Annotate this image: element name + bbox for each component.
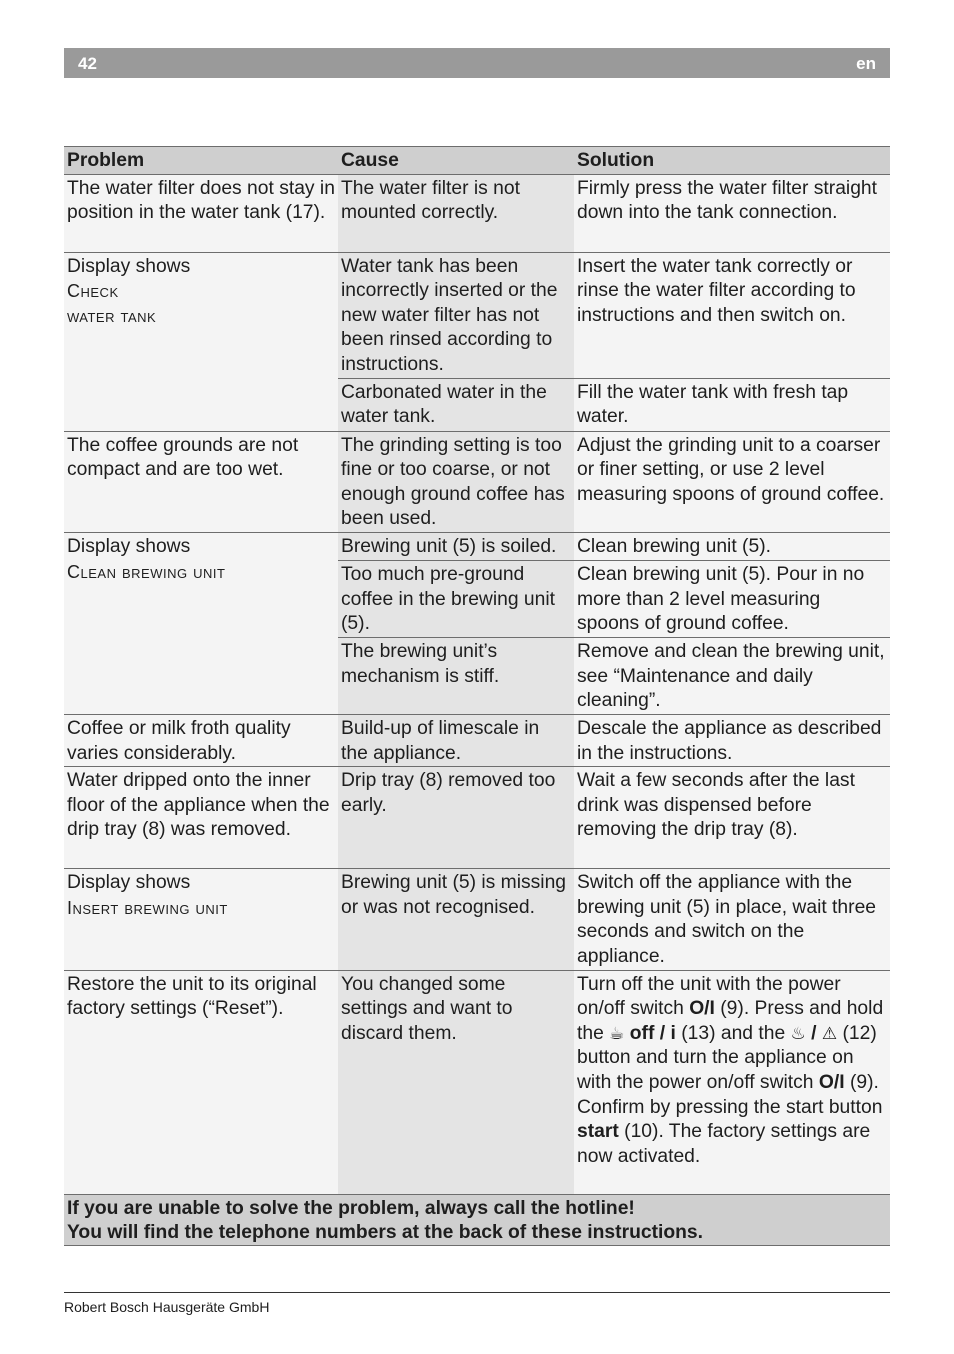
solution-text: (12) button and turn the appliance on with the power on/off switch: [577, 1022, 877, 1093]
footer-company: Robert Bosch Hausgeräte GmbH: [64, 1299, 270, 1315]
problem-intro: Display shows: [67, 535, 191, 557]
off-info-label: off / i: [629, 1022, 676, 1044]
hotline-notice: [64, 1194, 890, 1245]
warning-icon: ⚠: [821, 1023, 838, 1044]
problem-cell: Water dripped onto the inner floor of the appliance when the drip tray (8) was removed.: [64, 767, 338, 869]
problem-cell: The coffee grounds are not compact and are too wet.: [64, 431, 338, 532]
solution-cell: Remove and clean the brewing unit, see “Maintenance and daily cleaning”.: [574, 637, 890, 714]
problem-cell: The water filter does not stay in position in the water tank (17).: [64, 174, 338, 252]
display-message-line: Insert brewing unit: [67, 897, 228, 918]
solution-cell: Clean brewing unit (5). Pour in no more than 2 level measuring spoons of ground coffee.: [574, 560, 890, 637]
table-row: [64, 431, 890, 532]
display-message-line: Clean brewing unit: [67, 561, 226, 582]
coffee-cup-icon: ☕: [609, 1023, 625, 1044]
solution-cell: [574, 970, 890, 1194]
display-message-line: Check: [67, 281, 119, 302]
table-row: [64, 532, 890, 560]
cause-cell: Too much pre-ground coffee in the brewing unit (5).: [338, 560, 574, 637]
table-row: [64, 714, 890, 766]
cause-cell: Drip tray (8) removed too early.: [338, 767, 574, 869]
solution-cell: Clean brewing unit (5).: [574, 532, 890, 560]
table-row: [64, 970, 890, 1194]
cause-cell: Build-up of limescale in the appliance.: [338, 714, 574, 766]
table-row: [64, 174, 890, 252]
problem-cell: [64, 869, 338, 970]
problem-intro: Display shows: [67, 255, 191, 277]
table-header-row: [64, 147, 890, 175]
power-switch-label: O/I: [818, 1071, 845, 1093]
cause-cell: The brewing unit’s mechanism is stiff.: [338, 637, 574, 714]
cause-cell: You changed some settings and want to discard them.: [338, 970, 574, 1194]
problem-cell: [64, 532, 338, 714]
solution-text: (9). Press and hold the: [577, 998, 884, 1044]
solution-text: (10). The factory settings are now activated.: [577, 1121, 871, 1167]
hotline-line: If you are unable to solve the problem, always call the hotline!: [67, 1197, 635, 1219]
language-code: en: [856, 54, 876, 73]
problem-intro: Display shows: [67, 872, 191, 894]
hotline-line: You will find the telephone numbers at the back of these instructions.: [67, 1221, 703, 1243]
solution-cell: Firmly press the water filter straight down into the tank connection.: [574, 174, 890, 252]
solution-cell: Insert the water tank correctly or rinse the water filter according to instructions and then switch on.: [574, 252, 890, 378]
cause-cell: Water tank has been incorrectly inserted or the new water filter has not been rinsed according to instructions.: [338, 252, 574, 378]
cause-cell: Brewing unit (5) is soiled.: [338, 532, 574, 560]
solution-cell: Switch off the appliance with the brewing unit (5) in place, wait three seconds and switch on the appliance.: [574, 869, 890, 970]
table-row: [64, 869, 890, 970]
power-switch-label: O/I: [689, 998, 715, 1020]
column-header-problem: Problem: [64, 147, 338, 175]
footer-divider: [64, 1292, 890, 1293]
cause-cell: Carbonated water in the water tank.: [338, 378, 574, 431]
solution-cell: Wait a few seconds after the last drink was dispensed before removing the drip tray (8).: [574, 767, 890, 869]
troubleshooting-table: [64, 146, 890, 1246]
cause-cell: Brewing unit (5) is missing or was not recognised.: [338, 869, 574, 970]
table-row: [64, 252, 890, 378]
problem-cell: Restore the unit to its original factory settings (“Reset”).: [64, 970, 338, 1194]
cause-cell: The water filter is not mounted correctly.: [338, 174, 574, 252]
table-row: [64, 767, 890, 869]
solution-text: (9). Confirm by pressing the start button: [577, 1071, 883, 1118]
solution-cell: Descale the appliance as described in the instructions.: [574, 714, 890, 766]
start-button-label: start: [577, 1121, 619, 1143]
solution-text: Turn off the unit with the power on/off switch: [577, 973, 841, 1020]
problem-cell: Coffee or milk froth quality varies considerably.: [64, 714, 338, 766]
cause-cell: The grinding setting is too fine or too coarse, or not enough ground coffee has been used.: [338, 431, 574, 532]
problem-cell: [64, 252, 338, 431]
column-header-solution: Solution: [574, 147, 890, 175]
steam-separator: /: [811, 1022, 817, 1044]
solution-cell: Adjust the grinding unit to a coarser or finer setting, or use 2 level measuring spoons of ground coffee.: [574, 431, 890, 532]
page-number: 42: [78, 54, 97, 73]
page-header-bar: [64, 48, 890, 78]
hotline-row: [64, 1194, 890, 1245]
solution-text: (13) and the: [681, 1022, 786, 1044]
display-message-line: water tank: [67, 305, 157, 326]
steam-icon: ♨: [790, 1023, 806, 1044]
solution-cell: Fill the water tank with fresh tap water.: [574, 378, 890, 431]
column-header-cause: Cause: [338, 147, 574, 175]
